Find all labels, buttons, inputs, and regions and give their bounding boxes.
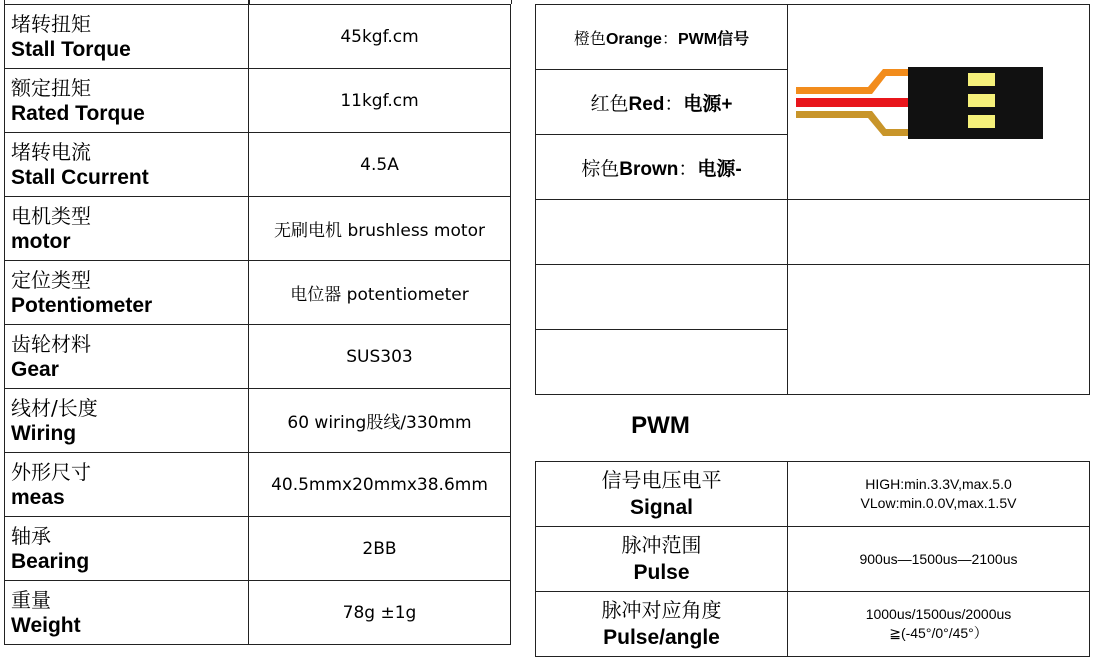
- pwm-value-line: VLow:min.0.0V,max.1.5V: [860, 495, 1017, 511]
- spec-label-cn: 电机类型: [11, 203, 91, 228]
- pwm-title: PWM: [631, 412, 690, 439]
- pwm-value: [788, 462, 1090, 527]
- spec-row: [5, 325, 511, 389]
- pwm-label: [536, 462, 788, 527]
- spec-label-cn: 线材/长度: [11, 395, 98, 420]
- empty-cell: [536, 200, 788, 265]
- spec-row: [5, 5, 511, 69]
- pwm-value-line: 900us—1500us—2100us: [859, 550, 1018, 567]
- empty-row-1: [536, 200, 1090, 265]
- spec-row: [5, 133, 511, 197]
- spec-label-en: Stall Ccurrent: [11, 165, 149, 189]
- spec-value: 45kgf.cm: [249, 5, 511, 69]
- spec-label-en: Gear: [11, 357, 59, 381]
- spec-value: 40.5mmx20mmx38.6mm: [249, 453, 511, 517]
- spec-value: 电位器 potentiometer: [249, 261, 511, 325]
- pwm-label-en: Pulse: [633, 561, 690, 584]
- spec-value: 无刷电机 brushless motor: [249, 197, 511, 261]
- spec-label-en: Wiring: [11, 421, 77, 445]
- spec-value: 60 wiring股线/330mm: [249, 389, 511, 453]
- spec-label-cn: 外形尺寸: [11, 459, 91, 484]
- empty-cell: [788, 265, 1090, 395]
- spec-label-en: Stall Torque: [11, 37, 131, 61]
- pwm-value-line: HIGH:min.3.3V,max.5.0: [865, 476, 1012, 492]
- spec-label-cn: 额定扭矩: [11, 75, 91, 100]
- spec-label-cn: 堵转电流: [11, 139, 91, 164]
- empty-row-2: [536, 265, 1090, 330]
- pwm-row: [536, 462, 1090, 527]
- empty-cell: [536, 265, 788, 330]
- spec-label: [5, 453, 249, 517]
- spec-label-en: meas: [11, 485, 65, 509]
- connector-image-cell: [788, 5, 1090, 200]
- pwm-label-en: Signal: [629, 496, 693, 519]
- pwm-label-en: Pulse/angle: [603, 626, 720, 649]
- wire-label-orange: 橙色Orange：PWM信号: [536, 5, 788, 70]
- pwm-label: [536, 592, 788, 657]
- spec-table: [4, 4, 511, 645]
- pwm-row: [536, 527, 1090, 592]
- spec-label: [5, 69, 249, 133]
- spec-label-en: Weight: [11, 613, 81, 637]
- spec-value: 78g ±1g: [249, 581, 511, 645]
- pwm-value-line: 1000us/1500us/2000us: [865, 606, 1012, 622]
- spec-label: [5, 389, 249, 453]
- spec-value: 4.5A: [249, 133, 511, 197]
- wire-red-graphic: [796, 98, 910, 107]
- spec-label-cn: 堵转扭矩: [11, 11, 91, 36]
- spec-row: [5, 69, 511, 133]
- empty-cell: [788, 200, 1090, 265]
- pwm-value: [788, 592, 1090, 657]
- wiring-table: [535, 4, 1090, 395]
- spec-value: 2BB: [249, 517, 511, 581]
- pwm-label-cn: 脉冲范围: [621, 533, 702, 557]
- pwm-label: [536, 527, 788, 592]
- spec-label-cn: 轴承: [11, 523, 51, 548]
- spec-row: [5, 389, 511, 453]
- spec-row: [5, 517, 511, 581]
- pwm-table: [535, 461, 1090, 657]
- spec-row: [5, 581, 511, 645]
- spec-label: [5, 325, 249, 389]
- wire-label-red: 红色Red：电源+: [536, 70, 788, 135]
- connector-pin-2: [968, 94, 995, 107]
- pwm-value-line: ≧(-45°/0°/45°）: [889, 625, 988, 641]
- wire-label-brown: 棕色Brown：电源-: [536, 135, 788, 200]
- pwm-row: [536, 592, 1090, 657]
- spec-label-en: Bearing: [11, 549, 90, 573]
- connector-pin-3: [968, 115, 995, 128]
- spec-label: [5, 5, 249, 69]
- spec-label: [5, 261, 249, 325]
- spec-label-en: motor: [11, 229, 71, 253]
- spec-label-cn: 齿轮材料: [11, 331, 91, 356]
- wire-orange-graphic: [796, 69, 910, 94]
- spec-value: 11kgf.cm: [249, 69, 511, 133]
- spec-row: [5, 261, 511, 325]
- spec-label: [5, 517, 249, 581]
- spec-label-en: Rated Torque: [11, 101, 145, 125]
- spec-label-en: Potentiometer: [11, 293, 153, 317]
- spec-label: [5, 197, 249, 261]
- spec-label-cn: 重量: [11, 587, 51, 612]
- spec-label: [5, 133, 249, 197]
- spec-row: [5, 453, 511, 517]
- pwm-label-cn: 信号电压电平: [601, 468, 722, 492]
- spec-label-cn: 定位类型: [11, 267, 91, 292]
- servo-connector-icon: [788, 5, 1089, 197]
- wire-brown-graphic: [796, 111, 910, 136]
- wire-row-orange: [536, 5, 1090, 70]
- spec-value: SUS303: [249, 325, 511, 389]
- pwm-label-cn: 脉冲对应角度: [601, 598, 722, 622]
- spec-label: [5, 581, 249, 645]
- spec-row: [5, 197, 511, 261]
- empty-cell: [536, 330, 788, 395]
- connector-pin-1: [968, 73, 995, 86]
- pwm-value: [788, 527, 1090, 592]
